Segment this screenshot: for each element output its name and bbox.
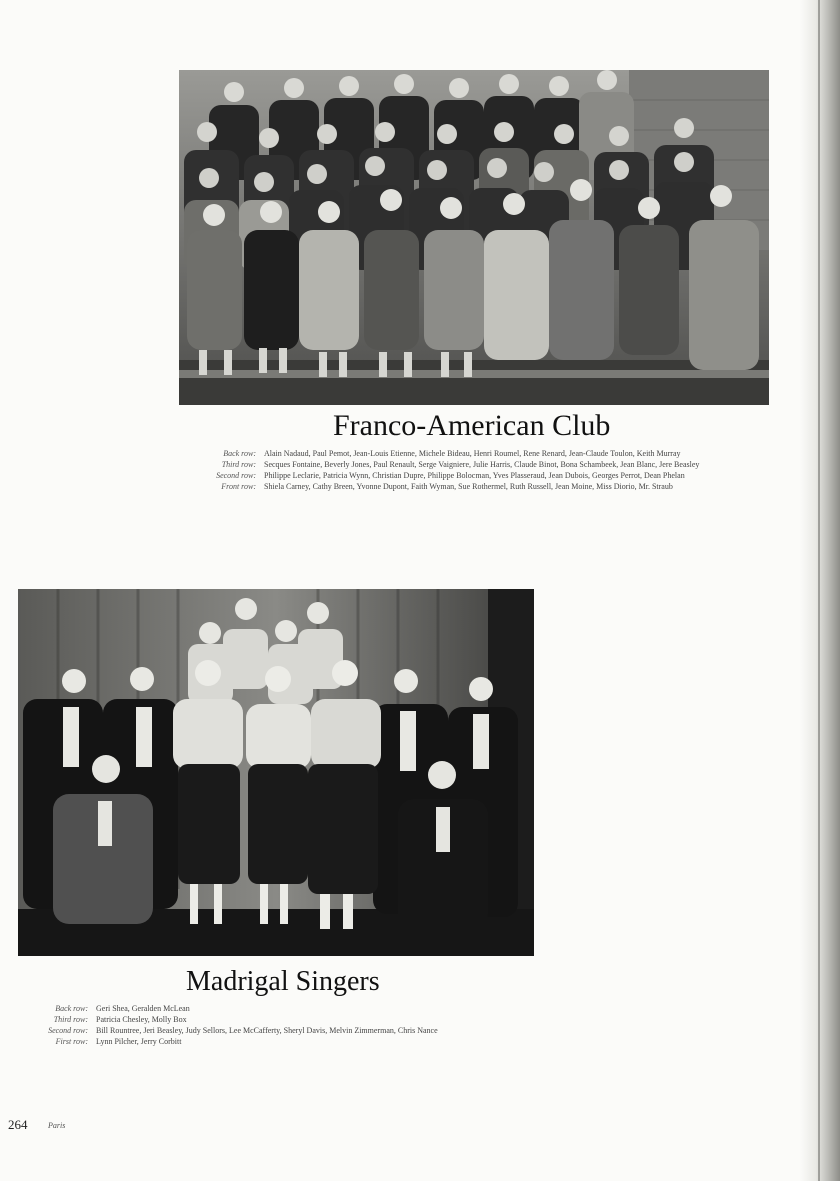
franco-american-club-photo bbox=[179, 70, 769, 405]
roster-row-names: Secques Fontaine, Beverly Jones, Paul Renault, Serge Vaigniere, Julie Harris, Claude Binot, Bona Schambeek, Jean Blanc, Jere Beasley bbox=[264, 460, 700, 469]
section-label: Paris bbox=[48, 1121, 66, 1130]
roster-row-label: First row: bbox=[55, 1037, 88, 1046]
roster-row-label: Second row: bbox=[216, 471, 256, 480]
roster-row-names: Shiela Carney, Cathy Breen, Yvonne Dupont, Faith Wyman, Sue Rothermel, Ruth Russell, Jean Moine, Miss Diorio, Mr. Straub bbox=[264, 482, 673, 491]
roster-row bbox=[40, 1015, 500, 1025]
roster-row-names: Alain Nadaud, Paul Pemot, Jean-Louis Etienne, Michele Bideau, Henri Roumel, Rene Renard, Jean-Claude Toulon, Keith Murray bbox=[264, 449, 681, 458]
roster-row bbox=[200, 460, 738, 470]
roster-row-names: Patricia Chesley, Molly Box bbox=[96, 1015, 187, 1024]
roster-row bbox=[200, 482, 738, 492]
page-edge-shadow bbox=[800, 0, 840, 1181]
roster-row bbox=[40, 1026, 500, 1036]
club-title: Madrigal Singers bbox=[186, 966, 380, 997]
roster-row-label: Back row: bbox=[55, 1004, 88, 1013]
roster-row-names: Geri Shea, Geralden McLean bbox=[96, 1004, 190, 1013]
roster-row-names: Philippe Leclarie, Patricia Wynn, Christian Dupre, Philippe Bolocman, Yves Plasseraud, Jean Dubois, Georges Perrot, Dean Phelan bbox=[264, 471, 685, 480]
roster-row-label: Third row: bbox=[221, 460, 256, 469]
roster-row-label: Back row: bbox=[223, 449, 256, 458]
page-number: 264 bbox=[8, 1117, 28, 1132]
roster-row-names: Lynn Pilcher, Jerry Corbitt bbox=[96, 1037, 182, 1046]
madrigal-singers-roster bbox=[40, 1004, 500, 1048]
roster-row-label: Second row: bbox=[48, 1026, 88, 1035]
roster-row-label: Front row: bbox=[221, 482, 256, 491]
roster-row bbox=[200, 449, 738, 459]
club-title: Franco-American Club bbox=[333, 409, 611, 442]
roster-row bbox=[40, 1004, 500, 1014]
franco-american-roster bbox=[200, 449, 738, 493]
madrigal-singers-photo bbox=[18, 589, 534, 956]
roster-row bbox=[200, 471, 738, 481]
roster-row-label: Third row: bbox=[53, 1015, 88, 1024]
roster-row-names: Bill Rountree, Jeri Beasley, Judy Sellors, Lee McCafferty, Sheryl Davis, Melvin Zimmerman, Chris Nance bbox=[96, 1026, 438, 1035]
binding-line bbox=[818, 0, 820, 1181]
roster-row bbox=[40, 1037, 500, 1047]
